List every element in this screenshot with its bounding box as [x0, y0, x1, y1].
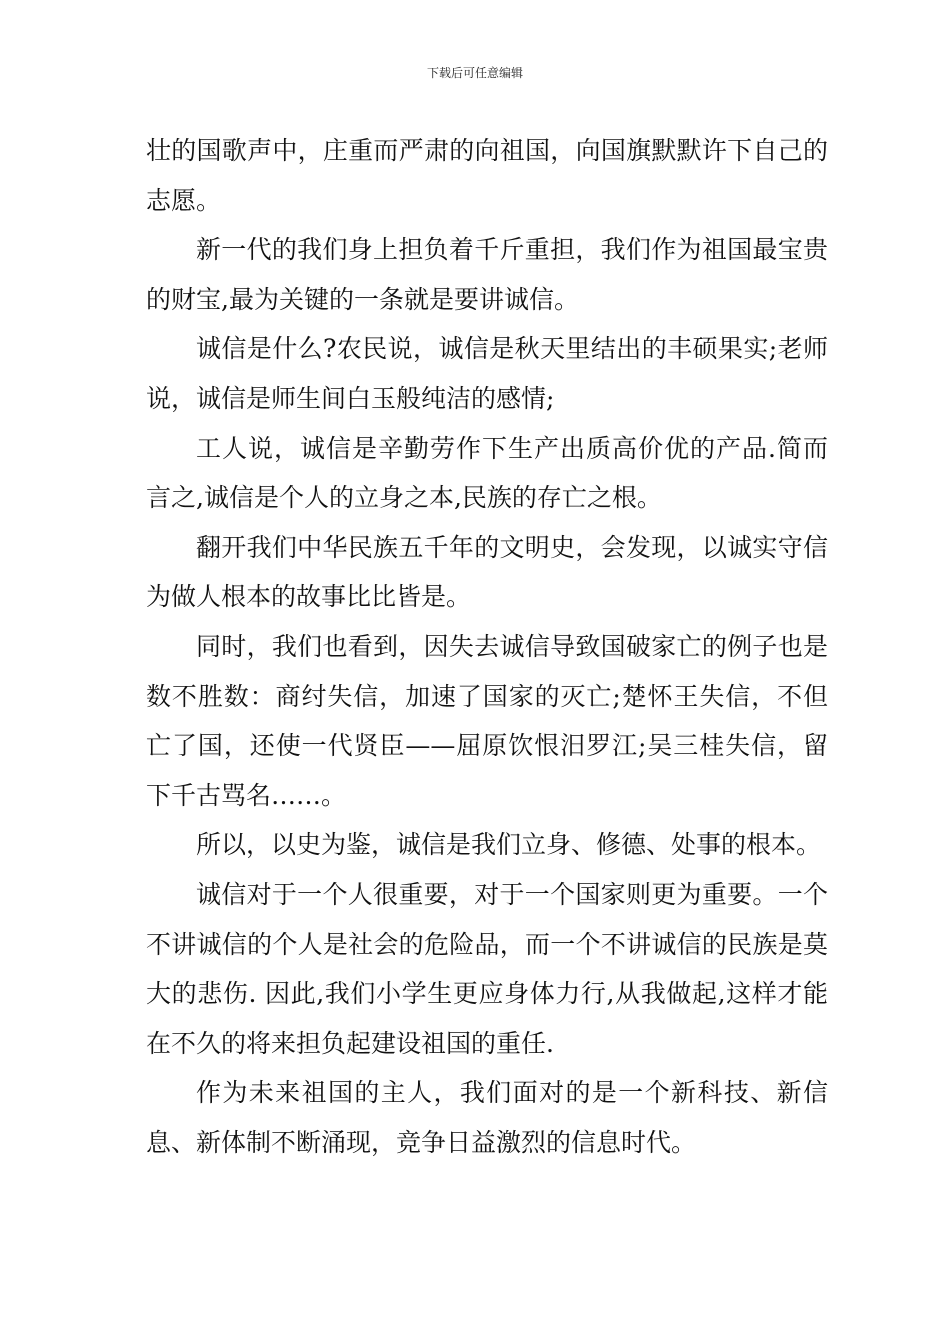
paragraph-7: 所以，以史为鉴，诚信是我们立身、修德、处事的根本。 [196, 830, 822, 860]
paragraph-5: 翻开我们中华民族五千年的文明史，会发现，以诚实守信为做人根本的故事比比皆是。 [146, 532, 828, 612]
paragraph-1: 壮的国歌声中，庄重而严肃的向祖国，向国旗默默许下自己的志愿。 [146, 136, 828, 215]
paragraph-3: 诚信是什么?农民说，诚信是秋天里结出的丰硕果实;老师说，诚信是师生间白玉般纯洁的感情; [146, 334, 828, 413]
document-body [146, 126, 828, 1167]
paragraph-8: 诚信对于一个人很重要，对于一个国家则更为重要。一个不讲诚信的个人是社会的危险品，而一个不讲诚信的民族是莫大的悲伤. 因此,我们小学生更应身体力行,从我做起,这样才能在不久的将来担负起建设祖国的重任. [146, 879, 828, 1058]
paragraph-2: 新一代的我们身上担负着千斤重担，我们作为祖国最宝贵的财宝,最为关键的一条就是要讲诚信。 [146, 235, 828, 314]
page-header-note: 下载后可任意编辑 [426, 66, 523, 80]
paragraph-4: 工人说，诚信是辛勤劳作下生产出质高价优的产品.简而言之,诚信是个人的立身之本,民族的存亡之根。 [146, 433, 828, 513]
paragraph-9: 作为未来祖国的主人，我们面对的是一个新科技、新信息、新体制不断涌现，竞争日益激烈的信息时代。 [146, 1078, 828, 1157]
paragraph-6: 同时，我们也看到，因失去诚信导致国破家亡的例子也是数不胜数：商纣失信，加速了国家的灭亡;楚怀王失信，不但亡了国，还使一代贤臣——屈原饮恨汨罗江;吴三桂失信，留下千古骂名……。 [146, 631, 828, 810]
